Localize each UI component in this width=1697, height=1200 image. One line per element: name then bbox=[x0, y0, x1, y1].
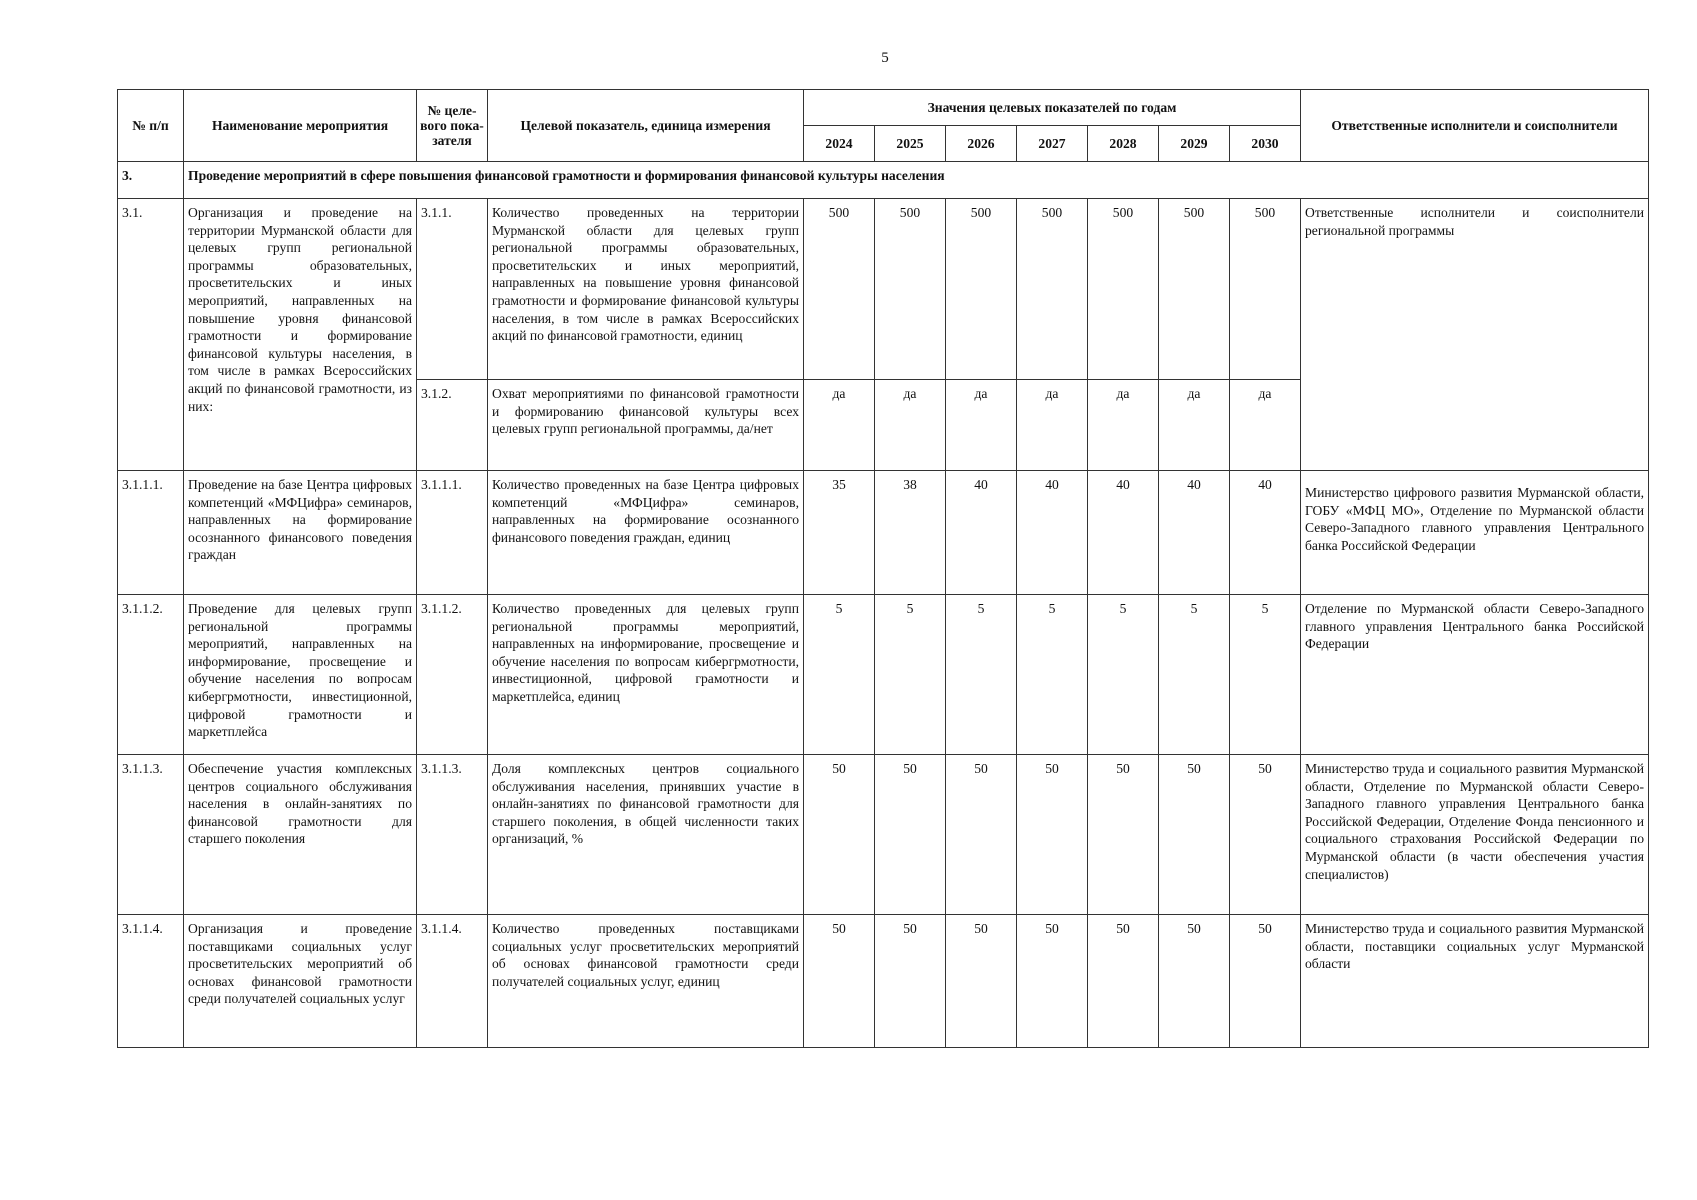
responsible-executors: Министерство труда и социального развития Мурманской области, Отделение по Мурманской области Северо-Западного главного управления Центрального банка Российской Федерации, Отделение Фонда пенсионного и социального страхования Российской Федерации по Мурманской области (в части обеспечения участия специалистов) bbox=[1301, 755, 1649, 915]
indicator-number: 3.1.1.4. bbox=[417, 915, 488, 1048]
header-num: № п/п bbox=[118, 90, 184, 162]
indicator-number: 3.1.1. bbox=[417, 199, 488, 380]
header-indicator: Целевой показатель, единица измерения bbox=[488, 90, 804, 162]
year-value: 40 bbox=[1088, 471, 1159, 595]
year-value: 500 bbox=[946, 199, 1017, 380]
indicator-text: Охват мероприятиями по финансовой грамотности и формированию финансовой культуры всех целевых групп региональной программы, да/нет bbox=[488, 380, 804, 471]
year-value: 5 bbox=[1088, 595, 1159, 755]
indicator-text: Количество проведенных на территории Мурманской области для целевых групп региональной программы образовательных, просветительских и иных мероприятий, направленных на повышение уровня финансовой грамотности и формирование финансовой культуры населения, в том числе в рамках Всероссийских акций по финансовой грамотности, единиц bbox=[488, 199, 804, 380]
indicator-text: Количество проведенных на базе Центра цифровых компетенций «МФЦифра» семинаров, направленных на формирование осознанного финансового поведения граждан, единиц bbox=[488, 471, 804, 595]
indicator-text: Количество проведенных для целевых групп региональной программы мероприятий, направленных на информирование, просвещение и обучение населения по вопросам кибергрмотности, инвестиционной, цифровой грамотности и маркетплейса, единиц bbox=[488, 595, 804, 755]
year-value: 50 bbox=[1230, 755, 1301, 915]
year-value: да bbox=[804, 380, 875, 471]
event-name: Проведение на базе Центра цифровых компетенций «МФЦифра» семинаров, направленных на формирование осознанного финансового поведения граждан bbox=[184, 471, 417, 595]
year-value: 50 bbox=[1159, 755, 1230, 915]
year-value: 5 bbox=[1159, 595, 1230, 755]
responsible-executors: Отделение по Мурманской области Северо-Западного главного управления Центрального банка Российской Федерации bbox=[1301, 595, 1649, 755]
year-value: 5 bbox=[1230, 595, 1301, 755]
year-value: 50 bbox=[804, 915, 875, 1048]
table-row bbox=[118, 199, 1649, 380]
year-value: 50 bbox=[1017, 915, 1088, 1048]
year-value: 500 bbox=[875, 199, 946, 380]
header-year: 2027 bbox=[1017, 126, 1088, 162]
header-values-group: Значения целевых показателей по годам bbox=[804, 90, 1301, 126]
indicator-number: 3.1.1.1. bbox=[417, 471, 488, 595]
year-value: 50 bbox=[946, 915, 1017, 1048]
header-year: 2026 bbox=[946, 126, 1017, 162]
event-name: Проведение для целевых групп региональной программы мероприятий, направленных на информирование, просвещение и обучение населения по вопросам кибергрмотности, инвестиционной, цифровой грамотности и маркетплейса bbox=[184, 595, 417, 755]
year-value: да bbox=[875, 380, 946, 471]
year-value: 40 bbox=[1017, 471, 1088, 595]
year-value: 50 bbox=[875, 755, 946, 915]
year-value: 50 bbox=[875, 915, 946, 1048]
table-row bbox=[118, 755, 1649, 915]
year-value: 35 bbox=[804, 471, 875, 595]
header-event-name: Наименование мероприятия bbox=[184, 90, 417, 162]
row-number: 3.1.1.4. bbox=[118, 915, 184, 1048]
indicator-text: Количество проведенных поставщиками социальных услуг просветительских мероприятий об основах финансовой грамотности среди получателей социальных услуг, единиц bbox=[488, 915, 804, 1048]
year-value: 500 bbox=[1230, 199, 1301, 380]
table-row bbox=[118, 915, 1649, 1048]
header-year: 2028 bbox=[1088, 126, 1159, 162]
indicator-number: 3.1.2. bbox=[417, 380, 488, 471]
header-responsible: Ответственные исполнители и соисполнители bbox=[1301, 90, 1649, 162]
header-year: 2024 bbox=[804, 126, 875, 162]
row-number: 3.1.1.3. bbox=[118, 755, 184, 915]
year-value: да bbox=[1230, 380, 1301, 471]
year-value: 500 bbox=[1017, 199, 1088, 380]
year-value: 38 bbox=[875, 471, 946, 595]
year-value: да bbox=[1159, 380, 1230, 471]
year-value: 5 bbox=[804, 595, 875, 755]
header-year: 2025 bbox=[875, 126, 946, 162]
target-indicators-table bbox=[117, 89, 1649, 1048]
year-value: да bbox=[946, 380, 1017, 471]
event-name: Обеспечение участия комплексных центров социального обслуживания населения в онлайн-занятиях по финансовой грамотности для старшего поколения bbox=[184, 755, 417, 915]
year-value: да bbox=[1017, 380, 1088, 471]
responsible-executors: Министерство труда и социального развития Мурманской области, поставщики социальных услуг Мурманской области bbox=[1301, 915, 1649, 1048]
header-indicator-num: № целе-вого пока-зателя bbox=[417, 90, 488, 162]
year-value: 5 bbox=[875, 595, 946, 755]
year-value: да bbox=[1088, 380, 1159, 471]
year-value: 5 bbox=[1017, 595, 1088, 755]
year-value: 50 bbox=[1159, 915, 1230, 1048]
header-row bbox=[118, 90, 1649, 126]
section-number: 3. bbox=[118, 162, 184, 199]
year-value: 50 bbox=[1088, 915, 1159, 1048]
section-title: Проведение мероприятий в сфере повышения финансовой грамотности и формирования финансовой культуры населения bbox=[184, 162, 1649, 199]
indicator-text: Доля комплексных центров социального обслуживания населения, принявших участие в онлайн-занятиях по финансовой грамотности для старшего поколения, в общей численности таких организаций, % bbox=[488, 755, 804, 915]
year-value: 500 bbox=[1088, 199, 1159, 380]
year-value: 50 bbox=[1017, 755, 1088, 915]
section-row bbox=[118, 162, 1649, 199]
indicator-number: 3.1.1.3. bbox=[417, 755, 488, 915]
year-value: 500 bbox=[804, 199, 875, 380]
table-row bbox=[118, 471, 1649, 595]
responsible-executors: Министерство цифрового развития Мурманской области, ГОБУ «МФЦ МО», Отделение по Мурманской области Северо-Западного главного управления Центрального банка Российской Федерации bbox=[1301, 471, 1649, 595]
year-value: 50 bbox=[804, 755, 875, 915]
year-value: 5 bbox=[946, 595, 1017, 755]
row-number: 3.1. bbox=[118, 199, 184, 471]
event-name: Организация и проведение поставщиками социальных услуг просветительских мероприятий об основах финансовой грамотности среди получателей социальных услуг bbox=[184, 915, 417, 1048]
page-number: 5 bbox=[881, 50, 889, 66]
header-year: 2029 bbox=[1159, 126, 1230, 162]
year-value: 40 bbox=[946, 471, 1017, 595]
year-value: 50 bbox=[946, 755, 1017, 915]
responsible-executors: Ответственные исполнители и соисполнители региональной программы bbox=[1301, 199, 1649, 471]
year-value: 500 bbox=[1159, 199, 1230, 380]
row-number: 3.1.1.2. bbox=[118, 595, 184, 755]
year-value: 40 bbox=[1230, 471, 1301, 595]
event-name: Организация и проведение на территории Мурманской области для целевых групп региональной программы образовательных, просветительских и иных мероприятий, направленных на повышение уровня финансовой грамотности и формирование финансовой культуры населения, в том числе в рамках Всероссийских акций по финансовой грамотности, из них: bbox=[184, 199, 417, 471]
year-value: 40 bbox=[1159, 471, 1230, 595]
header-year: 2030 bbox=[1230, 126, 1301, 162]
row-number: 3.1.1.1. bbox=[118, 471, 184, 595]
indicator-number: 3.1.1.2. bbox=[417, 595, 488, 755]
year-value: 50 bbox=[1230, 915, 1301, 1048]
year-value: 50 bbox=[1088, 755, 1159, 915]
table-row bbox=[118, 595, 1649, 755]
